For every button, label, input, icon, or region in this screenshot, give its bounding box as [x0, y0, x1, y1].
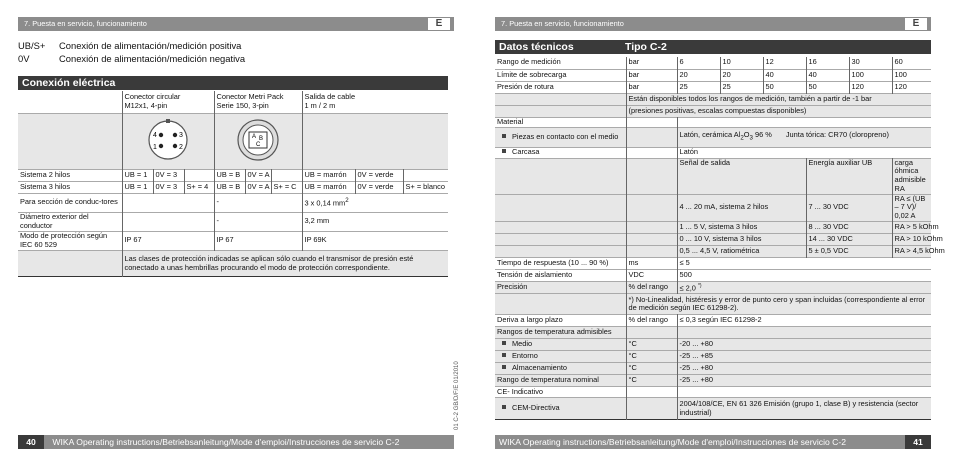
- svg-text:1: 1: [153, 143, 157, 151]
- right-header-text: 7. Puesta en servicio, funcionamiento: [501, 19, 624, 28]
- doc-code-side-text: 01 C-2 GB/D/F/E 01/2010: [454, 361, 460, 430]
- pin-code: 0V: [18, 53, 30, 64]
- table-row: Piezas en contacto con el medio Latón, cerámica $Al_2O_3$ 96 % Junta tórica: CR70 (cloropreno): [495, 127, 931, 147]
- table-row: Precisión % del rango ≤ 2,0 *): [495, 282, 931, 294]
- table-row: Presión de rotura bar 25 25 50 50 120 120: [495, 81, 931, 93]
- table-row: 4 ... 20 mA, sistema 2 hilos 7 ... 30 VDC RA ≤ (UB – 7 V)/ 0,02 A: [495, 194, 931, 221]
- table-row: Carcasa Latón: [495, 147, 931, 158]
- table-row: 0,5 ... 4,5 V, ratiométrica 5 ± 0,5 VDC RA > 4,5 kOhm: [495, 246, 931, 258]
- right-header-bar: [495, 17, 931, 31]
- table-row: (presiones positivas, escalas compuestas disponibles): [495, 105, 931, 117]
- table-row: Rango de medición bar 6 10 12 16 30 60: [495, 57, 931, 69]
- left-header-text: 7. Puesta en servicio, funcionamiento: [24, 19, 147, 28]
- table-row: Material: [495, 117, 931, 127]
- col-header-metripack: Conector Metri Pack Serie 150, 3-pin: [214, 91, 302, 113]
- table-row: Almacenamiento °C -25 ... +80: [495, 363, 931, 375]
- col-header-cable: Salida de cable 1 m / 2 m: [302, 91, 448, 113]
- tech-data-table: [495, 57, 945, 420]
- bullet-icon: [502, 134, 506, 138]
- table-row: 1 ... 5 V, sistema 3 hilos 8 ... 30 VDC RA > 5 kOhm: [495, 222, 931, 234]
- table-row: *) No-Linealidad, histéresis y error de punto cero y span incluidas (correspondiente al error de medición según IEC 61298-2).: [495, 294, 931, 315]
- table-row: CEM-Directiva 2004/108/CE, EN 61 326 Emisión (grupo 1, clase B) y resistencia (sector industrial): [495, 398, 931, 420]
- svg-text:A: A: [252, 133, 257, 140]
- table-row: Tensión de aislamiento VDC 500: [495, 270, 931, 282]
- table-row: 0 ... 10 V, sistema 3 hilos 14 ... 30 VDC RA > 10 kOhm: [495, 234, 931, 246]
- svg-text:3: 3: [179, 131, 183, 139]
- section-title-electrical: Conexión eléctrica: [18, 76, 448, 90]
- right-footer: [495, 435, 931, 449]
- table-row-3wire: Sistema 3 hilos UB = 1 0V = 3 S+ = 4 UB = B 0V = A S+ = C UB = marrón 0V = verde S+ = blanco: [18, 181, 448, 193]
- bullet-icon: [502, 341, 506, 345]
- m12-connector-image: [122, 113, 214, 169]
- metripack-connector-icon: [228, 115, 288, 165]
- table-row-diameter: Diámetro exterior del conductor - 3,2 mm: [18, 212, 448, 231]
- page-number: 40: [18, 435, 44, 449]
- table-row: Rango de temperatura nominal °C -25 ... +80: [495, 375, 931, 387]
- table-row-note: Las clases de protección indicadas se aplican sólo cuando el transmisor de presión esté conectado a unas hembrillas procurando el modo de protección correspondiente.: [18, 250, 448, 276]
- pin-code: UB/S+: [18, 40, 46, 51]
- table-row: Rangos de temperatura admisibles: [495, 327, 931, 339]
- m12-connector-icon: [138, 115, 198, 165]
- svg-text:C: C: [256, 141, 261, 148]
- bullet-icon: [502, 149, 506, 153]
- svg-text:4: 4: [153, 131, 157, 139]
- table-row: Deriva a largo plazo % del rango ≤ 0,3 según IEC 61298-2: [495, 315, 931, 327]
- page-number: 41: [905, 435, 931, 449]
- table-row: CE- Indicativo: [495, 387, 931, 398]
- metripack-connector-image: [214, 113, 302, 169]
- table-row: Señal de salida Energía auxiliar UB carga óhmica admisible RA: [495, 158, 931, 194]
- table-row: Tiempo de respuesta (10 ... 90 %) ms ≤ 5: [495, 258, 931, 270]
- table-row: Medio °C -20 ... +80: [495, 339, 931, 351]
- col-header-m12: Conector circular M12x1, 4-pin: [122, 91, 214, 113]
- footer-text: WIKA Operating instructions/Betriebsanleitung/Mode d'emploi/Instrucciones de servicio C-2: [499, 437, 846, 447]
- right-lang-badge: E: [905, 18, 927, 30]
- table-row-protection: Modo de protección según IEC 60 529 IP 67 IP 67 IP 69K: [18, 231, 448, 250]
- svg-text:2: 2: [179, 143, 183, 151]
- left-lang-badge: E: [428, 18, 450, 30]
- table-row: Están disponibles todos los rangos de medición, también a partir de -1 bar: [495, 93, 931, 105]
- table-row: Límite de sobrecarga bar 20 20 40 40 100 100: [495, 69, 931, 81]
- tech-data-header: Datos técnicos Tipo C-2: [495, 40, 931, 54]
- table-row: Entorno °C -25 ... +85: [495, 351, 931, 363]
- left-header-bar: [18, 17, 454, 31]
- bullet-icon: [502, 405, 506, 409]
- electrical-table: [18, 91, 448, 277]
- pin-desc: Conexión de alimentación/medición negativa: [59, 53, 246, 64]
- pin-desc: Conexión de alimentación/medición positiva: [59, 40, 242, 51]
- footer-text: WIKA Operating instructions/Betriebsanleitung/Mode d'emploi/Instrucciones de servicio C-2: [52, 437, 400, 447]
- bullet-icon: [502, 353, 506, 357]
- table-row-section: Para sección de conduc-tores - 3 x 0,14 $mm^2$: [18, 193, 448, 212]
- left-footer: [18, 435, 454, 449]
- bullet-icon: [502, 365, 506, 369]
- pin-row-positive: [18, 40, 241, 52]
- table-row-2wire: Sistema 2 hilos UB = 1 0V = 3 UB = B 0V = A UB = marrón 0V = verde: [18, 169, 448, 181]
- svg-text:B: B: [259, 135, 264, 142]
- pin-row-negative: [18, 53, 245, 65]
- right-page: [477, 0, 954, 471]
